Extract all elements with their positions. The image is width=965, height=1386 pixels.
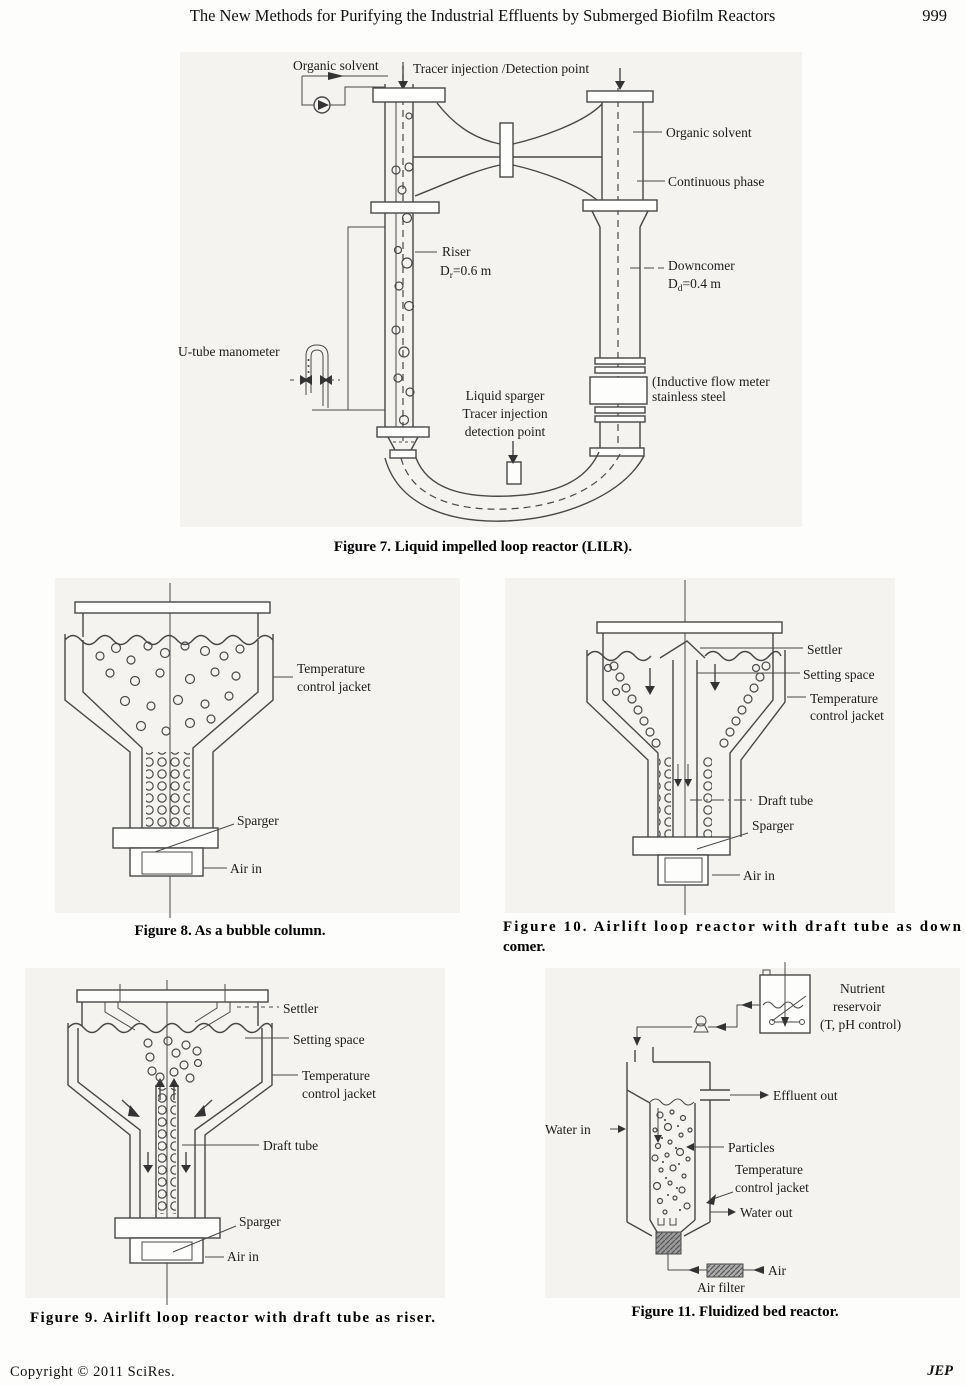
label-liquid-sparger-2: Tracer injection xyxy=(462,406,548,421)
figure7-diagram xyxy=(178,52,802,555)
footer-journal: JEP xyxy=(927,1363,953,1379)
footer-copyright: Copyright © 2011 SciRes. xyxy=(10,1364,176,1380)
label-liquid-sparger-1: Liquid sparger xyxy=(465,388,545,403)
label-downcomer-diameter: $D_d=0.4$ m xyxy=(668,276,721,294)
label-air-in: Air in xyxy=(230,861,262,876)
label-riser: Riser xyxy=(442,244,471,259)
label-water-out: Water out xyxy=(740,1205,793,1220)
figure11-diagram xyxy=(545,962,960,1320)
page-number: 999 xyxy=(922,6,947,25)
label-downcomer: Downcomer xyxy=(668,258,735,273)
label-continuous-phase: Continuous phase xyxy=(668,174,765,189)
figure10-caption-line1: Figure 10. Airlift loop reactor with draft tube as down xyxy=(503,919,961,935)
figure10-diagram xyxy=(503,578,962,955)
figure7-caption: Figure 7. Liquid impelled loop reactor (LILR). xyxy=(333,539,633,555)
label-organic-solvent-right: Organic solvent xyxy=(666,125,752,140)
label-tracer-injection-top: Tracer injection /Detection point xyxy=(413,61,590,76)
label-temp-jacket-2: control jacket xyxy=(735,1180,809,1195)
figure10-caption-line2: comer. xyxy=(503,939,546,955)
label-particles: Particles xyxy=(728,1140,775,1155)
label-nutrient-1: Nutrient xyxy=(840,981,885,996)
label-draft-tube: Draft tube xyxy=(263,1138,319,1153)
label-sparger: Sparger xyxy=(752,818,794,833)
figure11-caption: Figure 11. Fluidized bed reactor. xyxy=(631,1304,839,1320)
label-nutrient-3: (T, pH control) xyxy=(820,1017,902,1032)
label-settler: Settler xyxy=(807,642,843,657)
figure8-diagram xyxy=(55,578,460,939)
figure8-caption: Figure 8. As a bubble column. xyxy=(134,923,326,939)
page-header-title: The New Methods for Purifying the Industrial Effluents by Submerged Biofilm Reactors xyxy=(189,6,776,25)
label-temp-jacket-2: control jacket xyxy=(297,679,371,694)
figure9-caption: Figure 9. Airlift loop reactor with draft tube as riser. xyxy=(30,1310,435,1326)
label-air-filter: Air filter xyxy=(697,1280,745,1295)
label-setting-space: Setting space xyxy=(293,1032,365,1047)
annulus-bubbles-left xyxy=(659,757,671,847)
draft-tube-bubbles xyxy=(158,1088,176,1214)
label-air-in: Air in xyxy=(227,1249,259,1264)
label-temp-jacket-1: Temperature xyxy=(735,1162,804,1177)
label-sparger: Sparger xyxy=(237,813,279,828)
neck-bubbles xyxy=(146,752,190,828)
label-liquid-sparger-3: detection point xyxy=(464,424,546,439)
label-setting-space: Setting space xyxy=(803,667,875,682)
label-temp-jacket-1: Temperature xyxy=(297,661,366,676)
label-temp-jacket-1: Temperature xyxy=(810,691,879,706)
label-organic-solvent-top: Organic solvent xyxy=(293,58,379,73)
label-utube-manometer: U-tube manometer xyxy=(178,344,280,359)
figure9-diagram xyxy=(25,968,445,1326)
label-settler: Settler xyxy=(283,1001,319,1016)
label-effluent-out: Effluent out xyxy=(773,1088,838,1103)
label-nutrient-2: reservoir xyxy=(833,999,881,1014)
label-flow-meter-1: (Inductive flow meter xyxy=(652,374,770,389)
label-water-in: Water in xyxy=(545,1122,591,1137)
label-temp-jacket-2: control jacket xyxy=(302,1086,376,1101)
label-flow-meter-2: stainless steel xyxy=(652,389,726,404)
label-temp-jacket-1: Temperature xyxy=(302,1068,371,1083)
label-air-in: Air in xyxy=(743,868,775,883)
label-air: Air xyxy=(768,1263,786,1278)
annulus-bubbles-right xyxy=(700,757,712,847)
label-sparger: Sparger xyxy=(239,1214,281,1229)
label-riser-diameter: $D_r=0.6$ m xyxy=(440,263,492,281)
label-draft-tube: Draft tube xyxy=(758,793,814,808)
label-temp-jacket-2: control jacket xyxy=(810,708,884,723)
